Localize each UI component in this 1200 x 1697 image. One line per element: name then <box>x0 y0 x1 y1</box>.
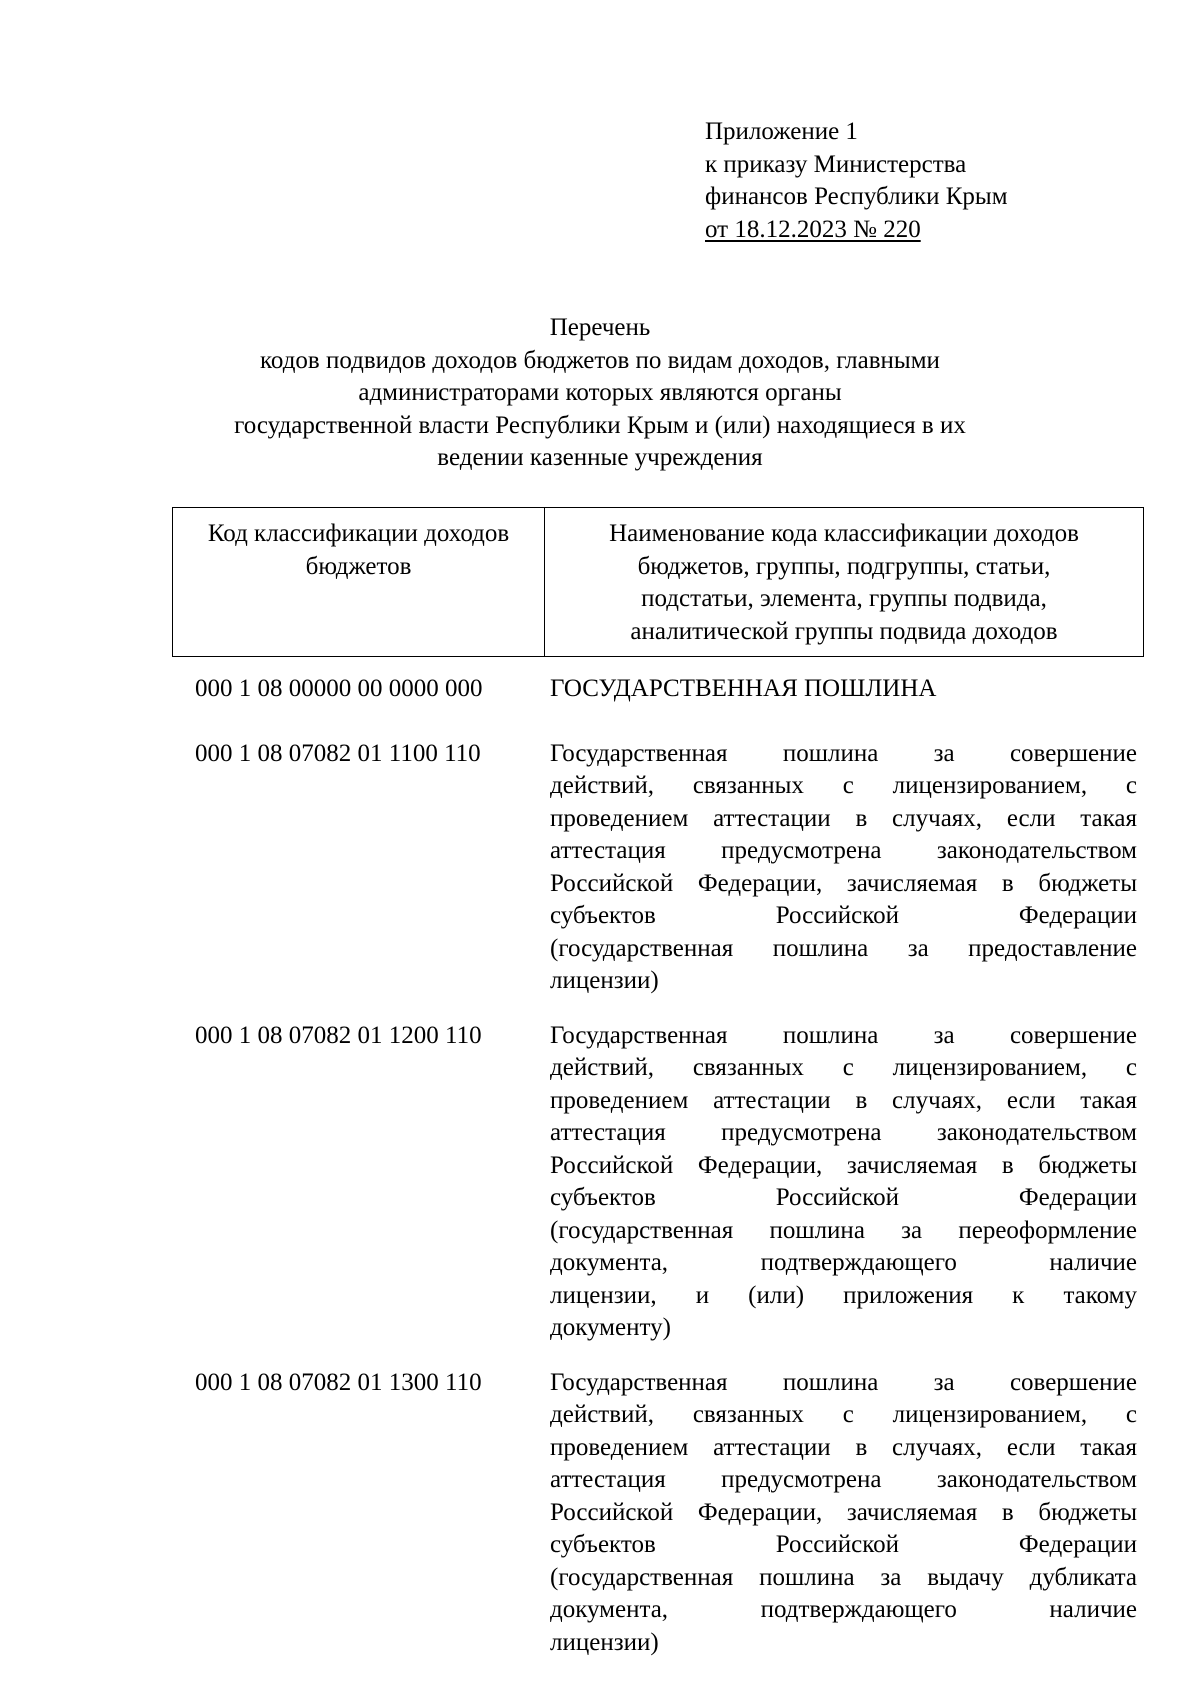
document-title <box>0 312 1200 475</box>
row-name-line: документа, подтверждающего наличие <box>550 1249 1137 1276</box>
table-header <box>172 507 1144 657</box>
row-code: 000 1 08 00000 00 0000 000 <box>195 675 483 702</box>
row-name-line: действий, связанных с лицензированием, с <box>550 772 1137 799</box>
row-name-line: действий, связанных с лицензированием, с <box>550 1054 1137 1081</box>
title-line: Перечень <box>549 314 651 341</box>
row-name-line: лицензии) <box>550 1628 659 1656</box>
table-body <box>195 673 1141 1659</box>
row-name <box>550 1367 1137 1660</box>
row-name-line: (государственная пошлина за предоставление <box>550 934 1137 962</box>
table-row <box>195 673 1141 706</box>
row-name-line: проведением аттестации в случаях, если такая <box>550 1433 1137 1461</box>
table-row <box>195 1020 1141 1345</box>
appendix-line: финансов Республики Крым <box>705 183 1008 210</box>
row-name-line: ГОСУДАРСТВЕННАЯ ПОШЛИНА <box>550 675 937 702</box>
row-name-line: аттестация предусмотрена законодательством <box>550 1119 1137 1146</box>
title-line: кодов подвидов доходов бюджетов по видам доходов, главными <box>260 346 940 374</box>
row-name-line: аттестация предусмотрена законодательством <box>550 1466 1137 1493</box>
row-name-line: субъектов Российской Федерации <box>550 1184 1137 1211</box>
row-code: 000 1 08 07082 01 1200 110 <box>195 1021 482 1049</box>
table-row <box>195 738 1141 998</box>
row-name-line: документа, подтверждающего наличие <box>550 1596 1137 1623</box>
row-name-line: субъектов Российской Федерации <box>550 902 1137 929</box>
row-name-line: лицензии) <box>550 967 659 994</box>
row-name-line: Российской Федерации, зачисляемая в бюджеты <box>550 869 1137 897</box>
row-name <box>550 673 1137 706</box>
header-line: бюджетов, группы, подгруппы, статьи, <box>637 552 1051 580</box>
row-name-line: проведением аттестации в случаях, если такая <box>550 1086 1137 1114</box>
row-name-line: аттестация предусмотрена законодательством <box>550 837 1137 864</box>
row-name-line: (государственная пошлина за переоформление <box>550 1216 1137 1244</box>
row-name-line: действий, связанных с лицензированием, с <box>550 1401 1137 1428</box>
header-line: аналитической группы подвида доходов <box>630 617 1058 645</box>
row-name-line: лицензии, и (или) приложения к такому <box>550 1281 1137 1309</box>
row-name-line: Государственная пошлина за совершение <box>550 1021 1137 1049</box>
header-code-column <box>173 508 545 656</box>
title-line: государственной власти Республики Крым и (или) находящиеся в их <box>234 411 966 439</box>
header-line: бюджетов <box>305 552 412 580</box>
row-name-line: проведением аттестации в случаях, если такая <box>550 804 1137 832</box>
row-code: 000 1 08 07082 01 1300 110 <box>195 1368 482 1396</box>
row-name-line: Российской Федерации, зачисляемая в бюджеты <box>550 1151 1137 1179</box>
row-name-line: субъектов Российской Федерации <box>550 1531 1137 1558</box>
row-code: 000 1 08 07082 01 1100 110 <box>195 739 481 767</box>
appendix-line: к приказу Министерства <box>705 150 967 178</box>
appendix-line: Приложение 1 <box>705 118 858 145</box>
table-row <box>195 1367 1141 1660</box>
row-name-line: Государственная пошлина за совершение <box>550 1368 1137 1396</box>
row-name-line: Российской Федерации, зачисляемая в бюджеты <box>550 1498 1137 1526</box>
appendix-order-date-number: от 18.12.2023 № 220 <box>705 215 921 243</box>
header-line: подстатьи, элемента, группы подвида, <box>641 585 1047 612</box>
row-name <box>550 738 1137 998</box>
row-name-line: документу) <box>550 1314 671 1341</box>
title-line: администраторами которых являются органы <box>358 379 842 406</box>
header-line: Наименование кода классификации доходов <box>609 520 1079 547</box>
header-line: Код классификации доходов <box>207 520 510 547</box>
row-name-line: (государственная пошлина за выдачу дубликата <box>550 1563 1137 1591</box>
title-line: ведении казенные учреждения <box>437 444 763 471</box>
row-name <box>550 1020 1137 1345</box>
appendix-block <box>705 116 1008 246</box>
row-name-line: Государственная пошлина за совершение <box>550 739 1137 767</box>
header-name-column <box>545 508 1143 656</box>
